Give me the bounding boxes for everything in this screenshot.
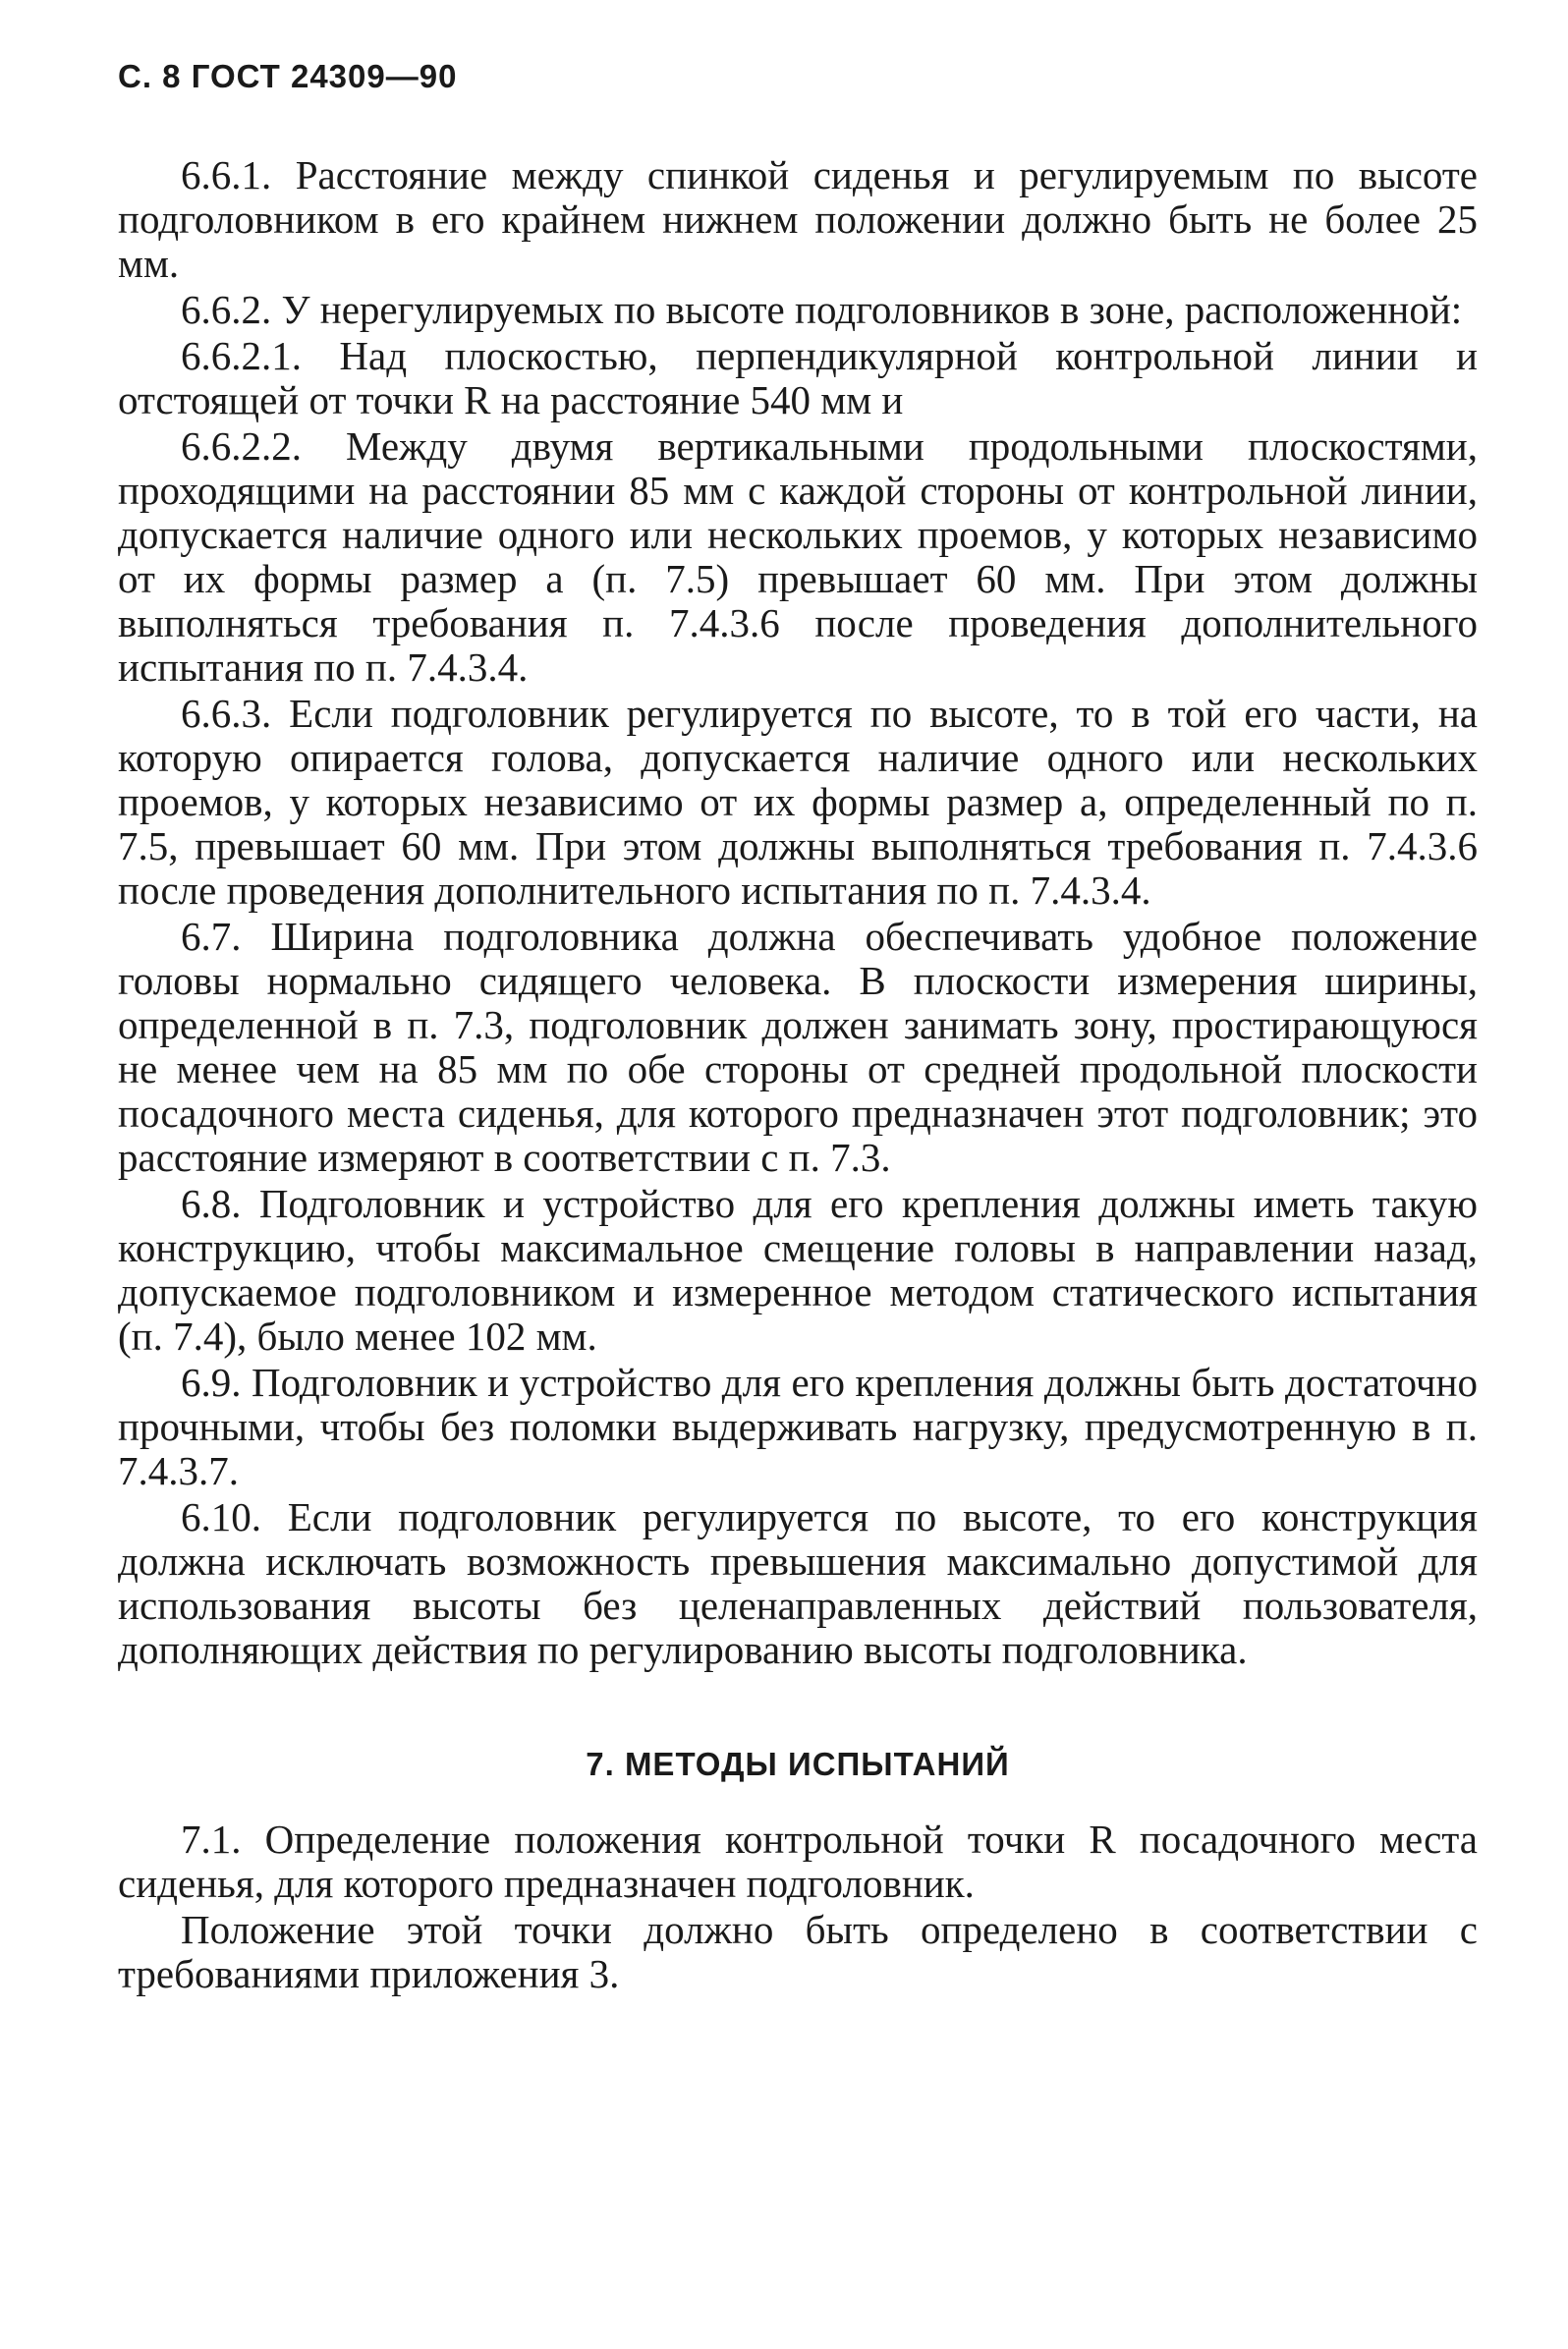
- clause-6-10: 6.10. Если подголовник регулируется по высоте, то его конструкция должна исключать возможность превышения максимально допустимой для использования высоты без целенаправленных действий пользователя, дополняющих действия по регулированию высоты подголовника.: [118, 1494, 1478, 1672]
- clause-6-6-3: 6.6.3. Если подголовник регулируется по высоте, то в той его части, на которую опирается голова, допускается наличие одного или нескольких проемов, у которых независимо от их формы размер a, определенный по п. 7.5, превышает 60 мм. При этом должны выполняться требования п. 7.4.3.6 после проведения дополнительного испытания по п. 7.4.3.4.: [118, 691, 1478, 913]
- clause-7-1: 7.1. Определение положения контрольной точки R посадочного места сиденья, для которого предназначен подголовник.: [118, 1817, 1478, 1906]
- body-text-before: [118, 153, 1478, 1672]
- clause-6-6-1: 6.6.1. Расстояние между спинкой сиденья и регулируемым по высоте подголовником в его крайнем нижнем положении должно быть не более 25 мм.: [118, 152, 1478, 286]
- clause-6-8: 6.8. Подголовник и устройство для его крепления должны иметь такую конструкцию, чтобы максимальное смещение головы в направлении назад, допускаемое подголовником и измеренное методом статического испытания (п. 7.4), было менее 102 мм.: [118, 1181, 1478, 1359]
- section-heading: 7. МЕТОДЫ ИСПЫТАНИЙ: [586, 1746, 1010, 1782]
- clause-6-6-2-2: 6.6.2.2. Между двумя вертикальными продольными плоскостями, проходящими на расстоянии 85 мм с каждой стороны от контрольной линии, допускается наличие одного или нескольких проемов, у которых независимо от их формы размер a (п. 7.5) превышает 60 мм. При этом должны выполняться требования п. 7.4.3.6 после проведения дополнительного испытания по п. 7.4.3.4.: [118, 423, 1478, 690]
- clause-6-9: 6.9. Подголовник и устройство для его крепления должны быть достаточно прочными, чтобы без поломки выдерживать нагрузку, предусмотренную в п. 7.4.3.7.: [118, 1360, 1478, 1493]
- clause-7-1-note: Положение этой точки должно быть определено в соответствии с требованиями приложения 3.: [118, 1907, 1478, 1996]
- body-text-after: [118, 1818, 1478, 1996]
- clause-6-7: 6.7. Ширина подголовника должна обеспечивать удобное положение головы нормально сидящего человека. В плоскости измерения ширины, определенной в п. 7.3, подголовник должен занимать зону, простирающуюся не менее чем на 85 мм по обе стороны от средней продольной плоскости посадочного места сиденья, для которого предназначен этот подголовник; это расстояние измеряют в соответствии с п. 7.3.: [118, 914, 1478, 1180]
- clause-6-6-2-1: 6.6.2.1. Над плоскостью, перпендикулярной контрольной линии и отстоящей от точки R на расстояние 540 мм и: [118, 333, 1478, 422]
- clause-6-6-2: 6.6.2. У нерегулируемых по высоте подголовников в зоне, расположенной:: [181, 287, 1463, 332]
- running-header: С. 8 ГОСТ 24309—90: [118, 58, 458, 94]
